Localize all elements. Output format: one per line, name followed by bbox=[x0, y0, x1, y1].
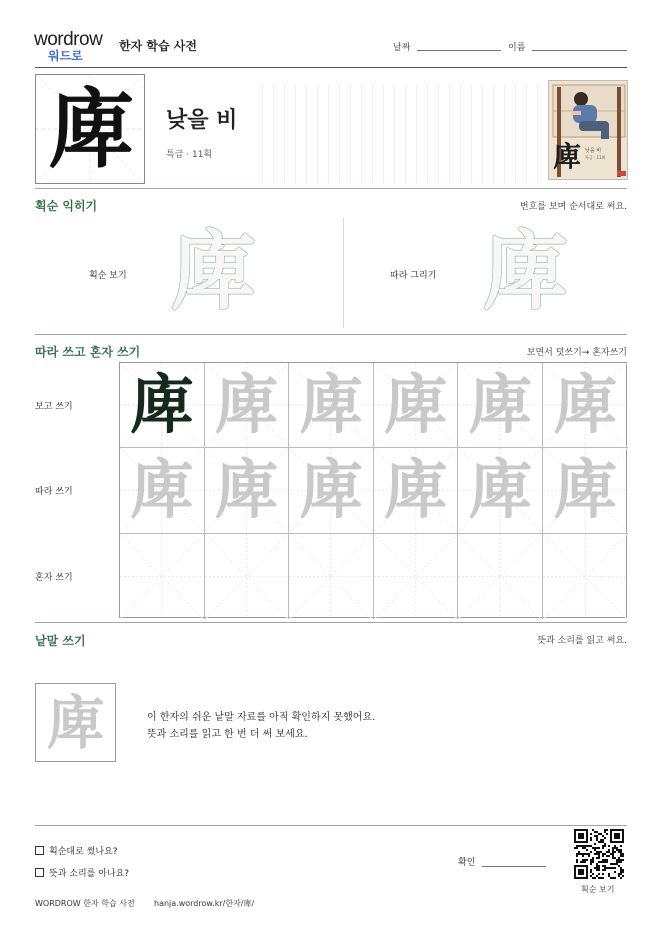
logo-korean-text: 워드로 bbox=[48, 49, 83, 63]
section-divider bbox=[35, 334, 627, 335]
thumbnail-hanja: 庳 bbox=[553, 140, 582, 173]
checkbox-icon[interactable] bbox=[35, 846, 44, 855]
writing-cell[interactable] bbox=[374, 363, 459, 448]
trace-label: 따라 그리기 bbox=[390, 271, 437, 281]
writing-cell[interactable] bbox=[120, 448, 205, 533]
name-field-line[interactable] bbox=[532, 50, 627, 51]
thumbnail-meta: 특급 · 11획 bbox=[585, 155, 606, 160]
date-label: 날짜 bbox=[393, 43, 411, 53]
checklist-label: 뜻과 소리를 아나요? bbox=[49, 869, 130, 879]
stroke-section-note: 번호를 보며 순서대로 써요. bbox=[519, 202, 627, 212]
cell-guide-lines bbox=[374, 534, 458, 619]
vocab-message-line: 뜻과 소리를 읽고 한 번 더 써 보세요. bbox=[147, 729, 308, 740]
vocab-section-note: 뜻과 소리를 읽고 써요. bbox=[537, 636, 627, 646]
writing-cell[interactable] bbox=[458, 448, 543, 533]
document-title: 한자 학습 사전 bbox=[119, 39, 197, 53]
hero-hanja: 庳 bbox=[48, 79, 134, 180]
illustration-thumbnail bbox=[548, 80, 628, 180]
vocab-message bbox=[147, 709, 375, 743]
cell-guide-lines bbox=[458, 534, 542, 619]
stroke-order-hanja: 庳 bbox=[170, 221, 256, 322]
hero-char-box bbox=[35, 74, 145, 184]
qr-caption: 획순 보기 bbox=[581, 885, 615, 894]
writing-cell[interactable] bbox=[458, 534, 543, 619]
cell-guide-lines bbox=[289, 534, 373, 619]
writing-cell[interactable] bbox=[205, 448, 290, 533]
stroke-view-label: 획순 보기 bbox=[89, 271, 127, 281]
footer-url[interactable]: hanja.wordrow.kr/한자/庳/ bbox=[154, 899, 255, 908]
cell-hanja: 庳 bbox=[129, 368, 194, 443]
stroke-section-title: 획순 익히기 bbox=[35, 199, 98, 213]
writing-cell[interactable] bbox=[543, 448, 628, 533]
vocab-section-title: 낱말 쓰기 bbox=[35, 634, 86, 648]
writing-cell[interactable] bbox=[205, 363, 290, 448]
thumbnail-meaning: 낮을 비 bbox=[585, 148, 602, 154]
hanja-meaning: 낮을 비 bbox=[166, 108, 238, 133]
wordrow-logo bbox=[34, 30, 114, 64]
vocab-char-box bbox=[35, 683, 116, 762]
row-label-self-write: 혼자 쓰기 bbox=[35, 573, 73, 583]
writing-cell[interactable] bbox=[374, 448, 459, 533]
row-label-view-write: 보고 쓰기 bbox=[35, 402, 73, 412]
qr-code-icon[interactable] bbox=[574, 829, 624, 879]
checklist-item[interactable] bbox=[35, 844, 118, 857]
writing-cell[interactable] bbox=[289, 448, 374, 533]
confirm-field-line[interactable] bbox=[482, 866, 546, 867]
cell-hanja: 庳 bbox=[214, 453, 279, 529]
writing-cell[interactable] bbox=[205, 534, 290, 619]
writing-cell[interactable] bbox=[120, 534, 205, 619]
cell-hanja: 庳 bbox=[468, 453, 533, 529]
cell-hanja: 庳 bbox=[468, 368, 533, 443]
cell-guide-lines bbox=[543, 534, 628, 619]
writing-cell[interactable] bbox=[120, 363, 205, 448]
checklist-item[interactable] bbox=[35, 866, 129, 879]
cell-guide-lines bbox=[120, 534, 204, 619]
checklist-label: 획순대로 썼나요? bbox=[49, 847, 118, 857]
cell-hanja: 庳 bbox=[553, 368, 618, 443]
trace-hanja[interactable]: 庳 bbox=[482, 221, 568, 322]
stroke-divider bbox=[343, 218, 344, 328]
confirm-label: 확인 bbox=[458, 858, 476, 868]
writing-cell[interactable] bbox=[543, 534, 628, 619]
checkbox-icon[interactable] bbox=[35, 868, 44, 877]
writing-grid bbox=[119, 362, 627, 618]
writing-cell[interactable] bbox=[289, 534, 374, 619]
section-divider bbox=[35, 622, 627, 623]
hanja-grade-strokes: 특급 · 11획 bbox=[166, 150, 213, 160]
cell-hanja: 庳 bbox=[298, 368, 363, 443]
vocab-message-line: 이 한자의 쉬운 낱말 자료를 아직 확인하지 못했어요. bbox=[147, 712, 376, 723]
writing-cell[interactable] bbox=[543, 363, 628, 448]
cell-hanja: 庳 bbox=[214, 368, 279, 443]
writing-cell[interactable] bbox=[289, 363, 374, 448]
footer-divider bbox=[35, 825, 627, 826]
thumbnail-badge bbox=[617, 171, 626, 176]
writing-section-note: 보면서 덧쓰기→ 혼자쓰기 bbox=[526, 348, 627, 358]
row-label-trace-write: 따라 쓰기 bbox=[35, 487, 73, 497]
cell-hanja: 庳 bbox=[383, 368, 448, 443]
decorative-stripes bbox=[262, 84, 542, 184]
cell-hanja: 庳 bbox=[298, 453, 363, 529]
writing-cell[interactable] bbox=[374, 534, 459, 619]
writing-section-title: 따라 쓰고 혼자 쓰기 bbox=[35, 345, 141, 359]
date-field-line[interactable] bbox=[417, 50, 501, 51]
section-divider bbox=[35, 188, 627, 189]
cell-guide-lines bbox=[205, 534, 289, 619]
footer-brand: WORDROW 한자 학습 사전 bbox=[35, 899, 135, 908]
cell-hanja: 庳 bbox=[383, 453, 448, 529]
vocab-hanja: 庳 bbox=[46, 689, 105, 757]
name-label: 이름 bbox=[508, 43, 526, 53]
header-divider bbox=[35, 67, 627, 68]
cell-hanja: 庳 bbox=[129, 453, 194, 529]
cell-hanja: 庳 bbox=[553, 453, 618, 529]
writing-cell[interactable] bbox=[458, 363, 543, 448]
logo-text: wordrow bbox=[34, 29, 103, 50]
